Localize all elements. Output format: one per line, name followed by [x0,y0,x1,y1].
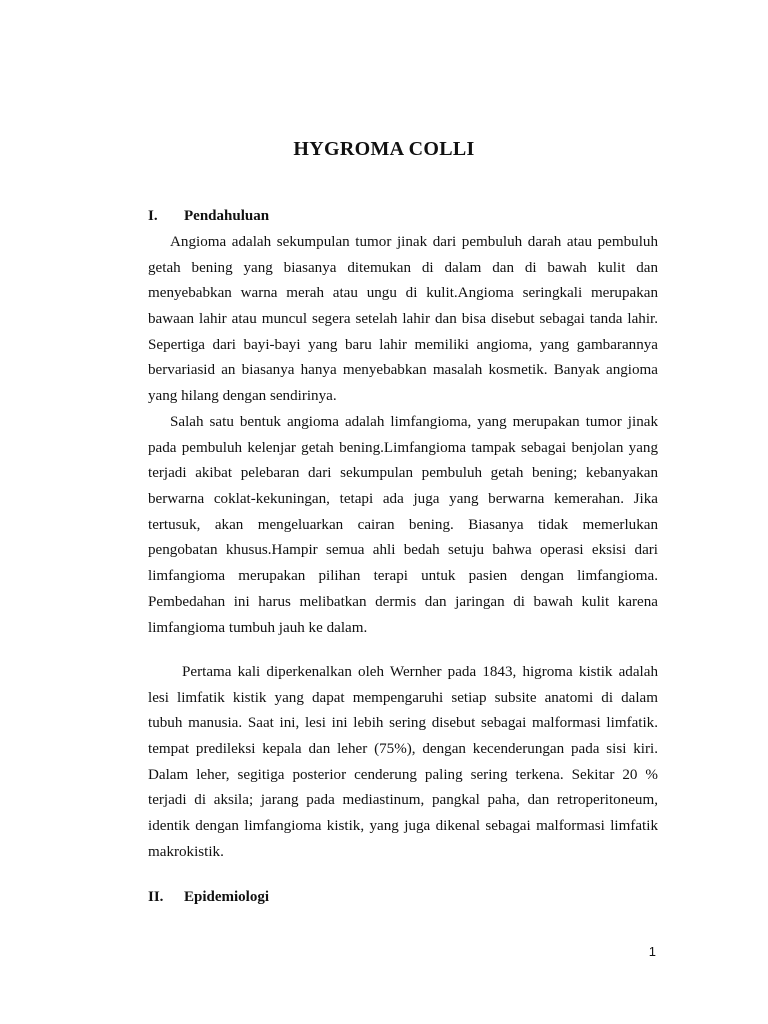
paragraph-1 [148,230,658,410]
text-line: bawaan lahir atau muncul segera setelah lahir dan bisa disebut sebagai tanda lahir. [148,311,658,328]
text-line: yang hilang dengan sendirinya. [148,388,337,405]
text-line: menyebabkan warna merah atau ungu di kulit.Angioma seringkali merupakan [148,285,658,302]
text-line: terjadi akibat pelebaran dari sekumpulan pembuluh getah bening; kebanyakan [148,465,658,482]
section-title: Epidemiologi [184,889,270,905]
text-line: Salah satu bentuk angioma adalah limfangioma, yang merupakan tumor jinak [170,414,658,430]
page-title: HYGROMA COLLI [293,138,475,160]
text-line: limfangioma merupakan pilihan terapi untuk pasien dengan limfangioma. [148,568,658,585]
page-number: 1 [648,944,656,959]
text-line: berwarna coklat-kekuningan, tetapi ada juga yang berwarna kemerahan. Jika [148,491,658,508]
section-heading-2 [148,889,269,906]
paragraph-3 [148,660,658,866]
text-line: Pembedahan ini harus melibatkan dermis dan jaringan di bawah kulit karena [148,593,658,610]
text-line: tempat predileksi kepala dan leher (75%), dengan kecenderungan pada sisi kiri. [148,741,658,758]
text-line: lesi limfatik kistik yang dapat mempengaruhi setiap subsite anatomi di dalam [148,689,658,706]
paragraph-2 [148,410,658,641]
text-line: makrokistik. [148,843,224,860]
text-line: Sepertiga dari bayi-bayi yang baru lahir memiliki angioma, yang gambarannya [148,336,658,353]
text-line: Dalam leher, segitiga posterior cenderung paling sering terkena. Sekitar 20 % [148,766,658,783]
text-line: limfangioma tumbuh jauh ke dalam. [148,619,368,636]
text-line: Angioma adalah sekumpulan tumor jinak dari pembuluh darah atau pembuluh [170,234,658,250]
text-line: getah bening yang biasanya ditemukan di dalam dan di bawah kulit dan [148,259,658,276]
text-line: terjadi di aksila; jarang pada mediastinum, pangkal paha, dan retroperitoneum, [148,792,658,809]
section-title: Pendahuluan [184,208,270,224]
text-line: identik dengan limfangioma kistik, yang juga dikenal sebagai malformasi limfatik [148,818,658,835]
text-line: tertusuk, akan mengeluarkan cairan bening. Biasanya tidak memerlukan [148,516,658,533]
text-line: pengobatan khusus.Hampir semua ahli bedah setuju bahwa operasi eksisi dari [148,542,658,559]
text-line: pada pembuluh kelenjar getah bening.Limfangioma tampak sebagai benjolan yang [148,439,658,456]
section-number: II. [148,889,164,905]
text-line: tubuh manusia. Saat ini, lesi ini lebih sering disebut sebagai malformasi limfatik. [148,715,658,732]
text-line: bervariasid an biasanya hanya menyebabkan masalah kosmetik. Banyak angioma [148,362,658,379]
text-line: Pertama kali diperkenalkan oleh Wernher pada 1843, higroma kistik adalah [182,664,658,680]
section-heading-1 [148,208,269,225]
section-number: I. [148,208,158,224]
